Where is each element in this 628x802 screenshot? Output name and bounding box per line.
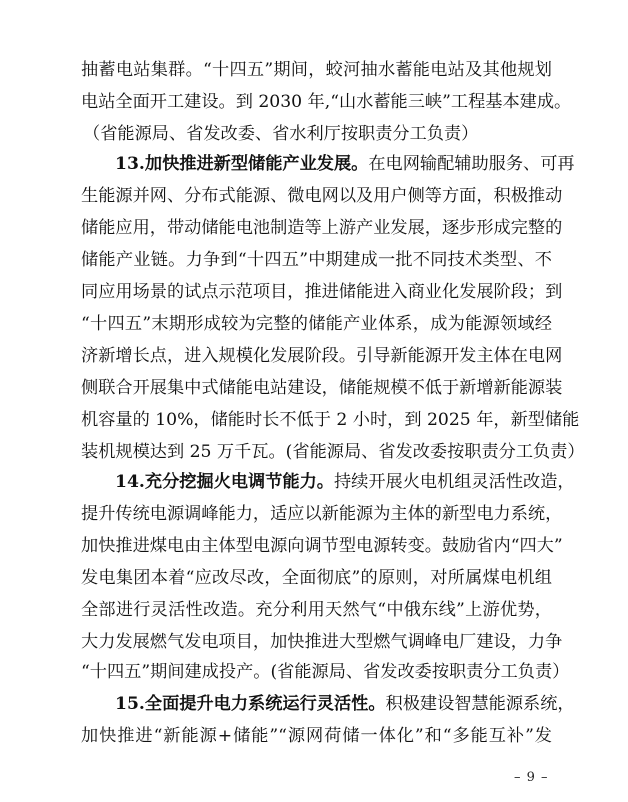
section-13-heading: 13.加快推进新型储能产业发展。 [115, 154, 369, 174]
body-line: 加快推进“新能源+储能”“源网荷储一体化”和“多能互补”发 [81, 726, 552, 746]
body-line: 加快推进煤电由主体型电源向调节型电源转变。鼓励省内“四大” [81, 536, 563, 556]
body-line: 抽蓄电站集群。“十四五”期间，蛟河抽水蓄能电站及其他规划 [81, 60, 552, 80]
body-line: 储能应用，带动储能电池制造等上游产业发展，逐步形成完整的 [81, 218, 563, 238]
body-line: 机容量的 10%，储能时长不低于 2 小时，到 2025 年，新型储能 [81, 410, 580, 430]
body-line: 提升传统电源调峰能力，适应以新能源为主体的新型电力系统， [81, 504, 563, 524]
section-13-first-line [115, 148, 575, 180]
section-14-first-line-text: 持续开展火电机组灵活性改造， [333, 472, 575, 492]
responsibility-note: （省能源局、省发改委、省水利厅按职责分工负责） [83, 124, 479, 144]
section-13-first-line-text: 在电网输配辅助服务、可再 [368, 154, 575, 174]
body-line: 侧联合开展集中式储能电站建设，储能规模不低于新增新能源装 [81, 378, 563, 398]
body-line: 储能产业链。力争到“十四五”中期建成一批不同技术类型、不 [81, 250, 552, 270]
body-line: 发电集团本着“应改尽改，全面彻底”的原则，对所属煤电机组 [81, 568, 552, 588]
body-line: 大力发展燃气发电项目，加快推进大型燃气调峰电厂建设，力争 [81, 632, 563, 652]
body-line: “十四五”期间建成投产。(省能源局、省发改委按职责分工负责） [81, 662, 570, 682]
body-line: 装机规模达到 25 万千瓦。(省能源局、省发改委按职责分工负责） [81, 442, 585, 462]
body-line: “十四五”末期形成较为完整的储能产业体系，成为能源领域经 [81, 314, 552, 334]
body-line: 全部进行灵活性改造。充分利用天然气“中俄东线”上游优势， [81, 600, 552, 620]
body-line: 生能源并网、分布式能源、微电网以及用户侧等方面，积极推动 [81, 186, 563, 206]
section-15-first-line [115, 688, 575, 720]
body-line: 同应用场景的试点示范项目，推进储能进入商业化发展阶段；到 [81, 282, 563, 302]
page-number: – 9 – [514, 770, 549, 785]
section-14-heading: 14.充分挖掘火电调节能力。 [115, 472, 334, 492]
body-line: 济新增长点，进入规模化发展阶段。引导新能源开发主体在电网 [81, 346, 563, 366]
section-15-first-line-text: 积极建设智慧能源系统， [385, 694, 575, 714]
section-14-first-line [115, 466, 575, 498]
section-15-heading: 15.全面提升电力系统运行灵活性。 [115, 694, 386, 714]
body-line: 电站全面开工建设。到 2030 年,“山水蓄能三峡”工程基本建成。 [81, 92, 572, 112]
